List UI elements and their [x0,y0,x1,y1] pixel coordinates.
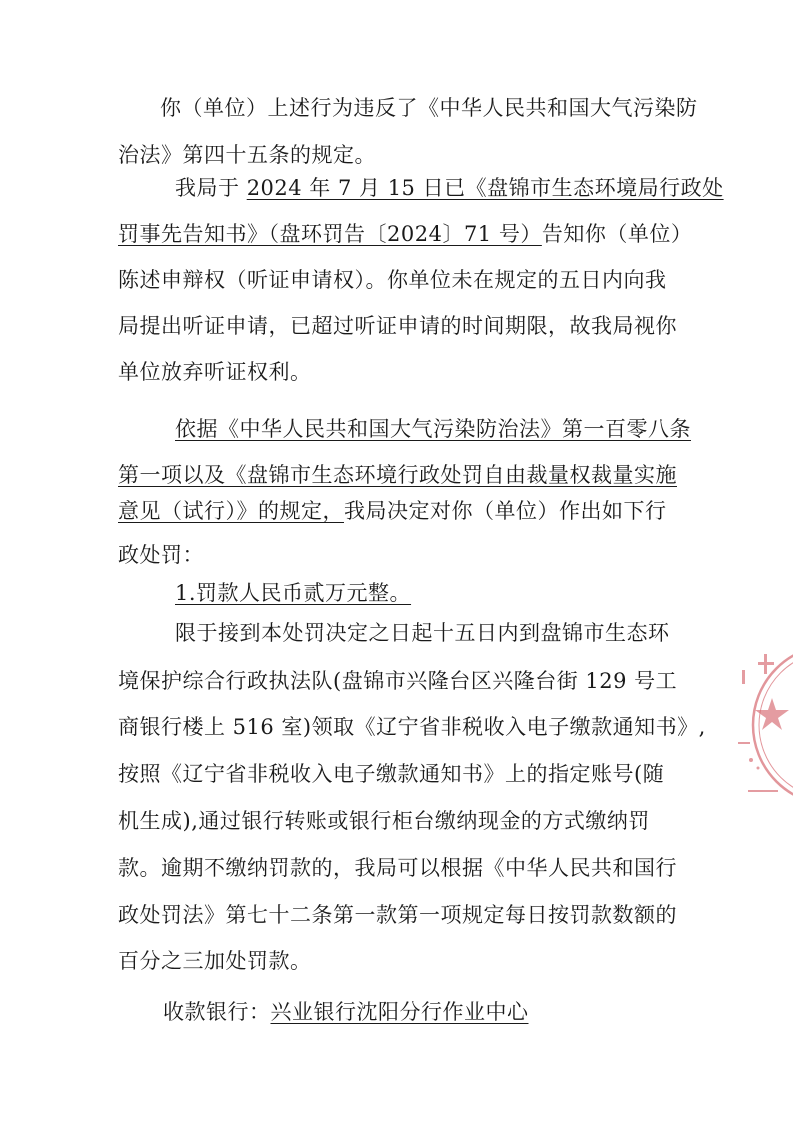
text-segment: 百分之三加处罚款。 [118,949,312,973]
text-line [118,311,677,341]
text-segment: 告知你（单位） [541,222,693,246]
underlined-text: 1.罚款人民币贰万元整。 [175,581,412,605]
text-line [175,173,724,203]
text-segment: 款。逾期不缴纳罚款的，我局可以根据《中华人民共和国行 [118,856,677,880]
text-line [118,806,650,836]
text-line [118,357,312,387]
text-line [118,853,677,883]
text-line [118,140,376,170]
text-line [118,712,706,742]
text-line [175,414,691,444]
text-segment: 按照《辽宁省非税收入电子缴款通知书》上的指定账号(随 [118,762,665,786]
text-segment: 我局于 [175,176,247,200]
text-line [118,666,677,696]
text-line [118,265,667,295]
text-segment: 陈述申辩权（听证申请权）。你单位未在规定的五日内向我 [118,268,667,292]
text-line [163,997,529,1027]
underlined-text: 意见（试行）》的规定， [118,499,344,523]
text-segment: 限于接到本处罚决定之日起十五日内到盘锦市生态环 [175,621,670,645]
text-segment: 单位放弃听证权利。 [118,360,312,384]
text-segment: 收款银行： [163,1000,271,1024]
text-line [118,759,664,789]
text-line [118,460,677,490]
text-line [118,540,204,570]
underlined-text: 罚事先告知书》（盘环罚告〔2024〕71 号） [118,222,542,246]
text-segment: 政处罚法》第七十二条第一款第一项规定每日按罚款数额的 [118,903,677,927]
text-segment: 局提出听证申请，已超过听证申请的时间期限，故我局视你 [118,314,677,338]
text-segment: 治法》第四十五条的规定。 [118,143,376,167]
text-segment: 政处罚： [118,543,204,567]
text-line [118,900,677,930]
text-segment: 你（单位）上述行为违反了《中华人民共和国大气污染防 [160,96,698,120]
text-line [118,946,312,976]
underlined-text: 第一项以及《盘锦市生态环境行政处罚自由裁量权裁量实施 [118,463,677,487]
text-line [118,219,692,249]
text-line [175,578,411,608]
text-line [175,618,670,648]
text-segment: 境保护综合行政执法队(盘锦市兴隆台区兴隆台街 129 号工 [118,669,678,693]
text-line [118,496,667,526]
text-segment: 商银行楼上 516 室)领取《辽宁省非税收入电子缴款通知书》, [118,715,706,739]
underlined-text: 兴业银行沈阳分行作业中心 [270,1000,529,1024]
underlined-text: 依据《中华人民共和国大气污染防治法》第一百零八条 [175,417,691,441]
text-segment: 机生成),通过银行转账或银行柜台缴纳现金的方式缴纳罚 [118,809,650,833]
underlined-text: 2024 年 7 月 15 日已《盘锦市生态环境局行政处 [246,176,724,200]
text-segment: 我局决定对你（单位）作出如下行 [344,499,667,523]
official-seal [728,640,793,810]
text-line [160,93,698,123]
